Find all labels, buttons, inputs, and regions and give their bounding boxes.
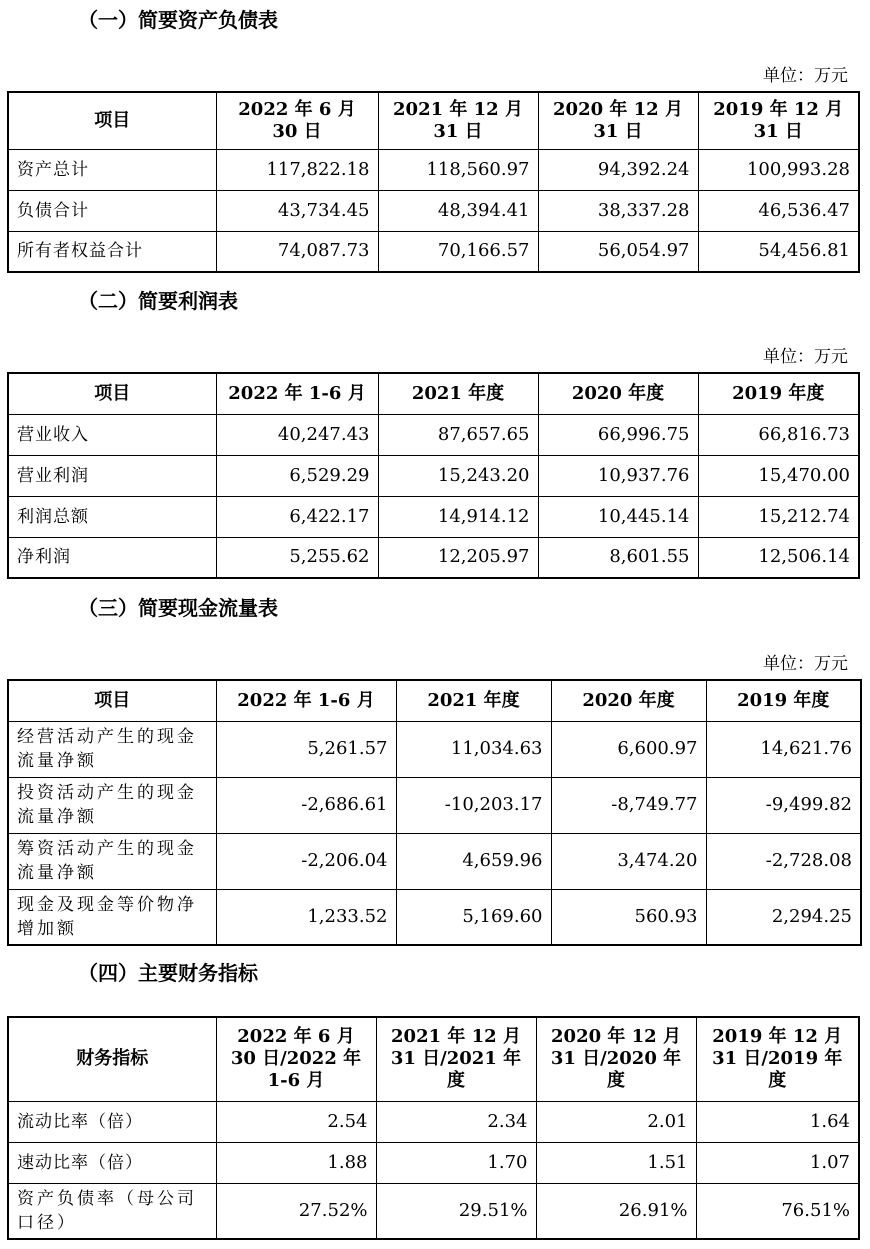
header-cell: 2020 年度 <box>551 680 706 721</box>
value-cell: 1.70 <box>376 1142 536 1183</box>
value-cell: 15,470.00 <box>698 455 859 496</box>
header-cell: 2021 年 12 月 31 日/2021 年度 <box>376 1017 536 1101</box>
value-cell: 11,034.63 <box>396 721 551 777</box>
section-title: （一）简要资产负债表 <box>78 8 278 32</box>
header-cell: 项目 <box>8 373 216 414</box>
value-cell: 2,294.25 <box>706 889 861 945</box>
value-cell: 5,261.57 <box>216 721 396 777</box>
header-cell: 2019 年 12 月 31 日 <box>698 92 859 149</box>
row-label: 经营活动产生的现金流量净额 <box>8 721 216 777</box>
value-cell: 70,166.57 <box>378 231 538 272</box>
table-row <box>8 1142 859 1183</box>
value-cell: 26.91% <box>536 1183 696 1239</box>
value-cell: 38,337.28 <box>538 190 698 231</box>
value-cell: 48,394.41 <box>378 190 538 231</box>
value-cell: 87,657.65 <box>378 414 538 455</box>
value-cell: 5,169.60 <box>396 889 551 945</box>
header-cell: 2022 年 6 月 30 日/2022 年 1-6 月 <box>216 1017 376 1101</box>
value-cell: 27.52% <box>216 1183 376 1239</box>
row-label: 营业收入 <box>8 414 216 455</box>
header-cell: 项目 <box>8 92 216 149</box>
row-label: 营业利润 <box>8 455 216 496</box>
row-label: 资产负债率（母公司口径） <box>8 1183 216 1239</box>
table-header-row <box>8 373 859 414</box>
header-cell: 2020 年 12 月 31 日/2020 年度 <box>536 1017 696 1101</box>
value-cell: 6,529.29 <box>216 455 378 496</box>
value-cell: 29.51% <box>376 1183 536 1239</box>
table-row <box>8 833 861 889</box>
value-cell: 15,212.74 <box>698 496 859 537</box>
value-cell: 560.93 <box>551 889 706 945</box>
header-cell: 2019 年度 <box>706 680 861 721</box>
row-label: 流动比率（倍） <box>8 1101 216 1142</box>
value-cell: 4,659.96 <box>396 833 551 889</box>
value-cell: -2,728.08 <box>706 833 861 889</box>
row-label: 所有者权益合计 <box>8 231 216 272</box>
value-cell: -2,686.61 <box>216 777 396 833</box>
value-cell: 43,734.45 <box>216 190 378 231</box>
table-row <box>8 414 859 455</box>
value-cell: 8,601.55 <box>538 537 698 578</box>
value-cell: -9,499.82 <box>706 777 861 833</box>
header-cell: 2022 年 1-6 月 <box>216 680 396 721</box>
row-label: 筹资活动产生的现金流量净额 <box>8 833 216 889</box>
value-cell: 3,474.20 <box>551 833 706 889</box>
header-cell: 2021 年度 <box>396 680 551 721</box>
table-row <box>8 455 859 496</box>
value-cell: -10,203.17 <box>396 777 551 833</box>
table-header-row <box>8 92 859 149</box>
value-cell: 14,621.76 <box>706 721 861 777</box>
header-cell: 项目 <box>8 680 216 721</box>
value-cell: 14,914.12 <box>378 496 538 537</box>
unit-label: 单位：万元 <box>763 66 848 86</box>
value-cell: -8,749.77 <box>551 777 706 833</box>
header-cell: 2021 年 12 月 31 日 <box>378 92 538 149</box>
row-label: 投资活动产生的现金流量净额 <box>8 777 216 833</box>
value-cell: 40,247.43 <box>216 414 378 455</box>
value-cell: 10,937.76 <box>538 455 698 496</box>
cash-flow-table <box>7 679 862 946</box>
value-cell: 74,087.73 <box>216 231 378 272</box>
table-header-row <box>8 680 861 721</box>
value-cell: 12,205.97 <box>378 537 538 578</box>
value-cell: 46,536.47 <box>698 190 859 231</box>
value-cell: 6,600.97 <box>551 721 706 777</box>
value-cell: 12,506.14 <box>698 537 859 578</box>
section-title: （二）简要利润表 <box>78 289 238 313</box>
value-cell: 100,993.28 <box>698 149 859 190</box>
value-cell: 118,560.97 <box>378 149 538 190</box>
value-cell: 2.54 <box>216 1101 376 1142</box>
table-row <box>8 496 859 537</box>
table-row <box>8 537 859 578</box>
table-row <box>8 1101 859 1142</box>
table-row <box>8 889 861 945</box>
unit-label: 单位：万元 <box>763 654 848 674</box>
row-label: 利润总额 <box>8 496 216 537</box>
value-cell: 66,996.75 <box>538 414 698 455</box>
header-cell: 2020 年 12 月 31 日 <box>538 92 698 149</box>
value-cell: 2.01 <box>536 1101 696 1142</box>
table-row <box>8 190 859 231</box>
header-cell: 2022 年 1-6 月 <box>216 373 378 414</box>
value-cell: 117,822.18 <box>216 149 378 190</box>
value-cell: 56,054.97 <box>538 231 698 272</box>
header-cell: 2019 年度 <box>698 373 859 414</box>
header-cell: 2020 年度 <box>538 373 698 414</box>
table-row <box>8 721 861 777</box>
balance-sheet-table <box>7 91 860 273</box>
value-cell: -2,206.04 <box>216 833 396 889</box>
header-cell: 2022 年 6 月 30 日 <box>216 92 378 149</box>
table-row <box>8 777 861 833</box>
table-row <box>8 231 859 272</box>
table-row <box>8 149 859 190</box>
value-cell: 6,422.17 <box>216 496 378 537</box>
section-title: （四）主要财务指标 <box>78 961 258 985</box>
table-row <box>8 1183 859 1239</box>
row-label: 资产总计 <box>8 149 216 190</box>
value-cell: 1.51 <box>536 1142 696 1183</box>
value-cell: 1.07 <box>696 1142 859 1183</box>
value-cell: 15,243.20 <box>378 455 538 496</box>
unit-label: 单位：万元 <box>763 347 848 367</box>
header-cell: 2021 年度 <box>378 373 538 414</box>
section-title: （三）简要现金流量表 <box>78 596 278 620</box>
value-cell: 1.88 <box>216 1142 376 1183</box>
table-header-row <box>8 1017 859 1101</box>
value-cell: 76.51% <box>696 1183 859 1239</box>
row-label: 净利润 <box>8 537 216 578</box>
value-cell: 10,445.14 <box>538 496 698 537</box>
value-cell: 2.34 <box>376 1101 536 1142</box>
header-cell: 2019 年 12 月 31 日/2019 年度 <box>696 1017 859 1101</box>
value-cell: 1.64 <box>696 1101 859 1142</box>
row-label: 负债合计 <box>8 190 216 231</box>
value-cell: 54,456.81 <box>698 231 859 272</box>
value-cell: 66,816.73 <box>698 414 859 455</box>
income-statement-table <box>7 372 860 579</box>
financial-indicators-table <box>7 1016 860 1240</box>
value-cell: 1,233.52 <box>216 889 396 945</box>
row-label: 速动比率（倍） <box>8 1142 216 1183</box>
value-cell: 5,255.62 <box>216 537 378 578</box>
header-cell: 财务指标 <box>8 1017 216 1101</box>
value-cell: 94,392.24 <box>538 149 698 190</box>
row-label: 现金及现金等价物净增加额 <box>8 889 216 945</box>
